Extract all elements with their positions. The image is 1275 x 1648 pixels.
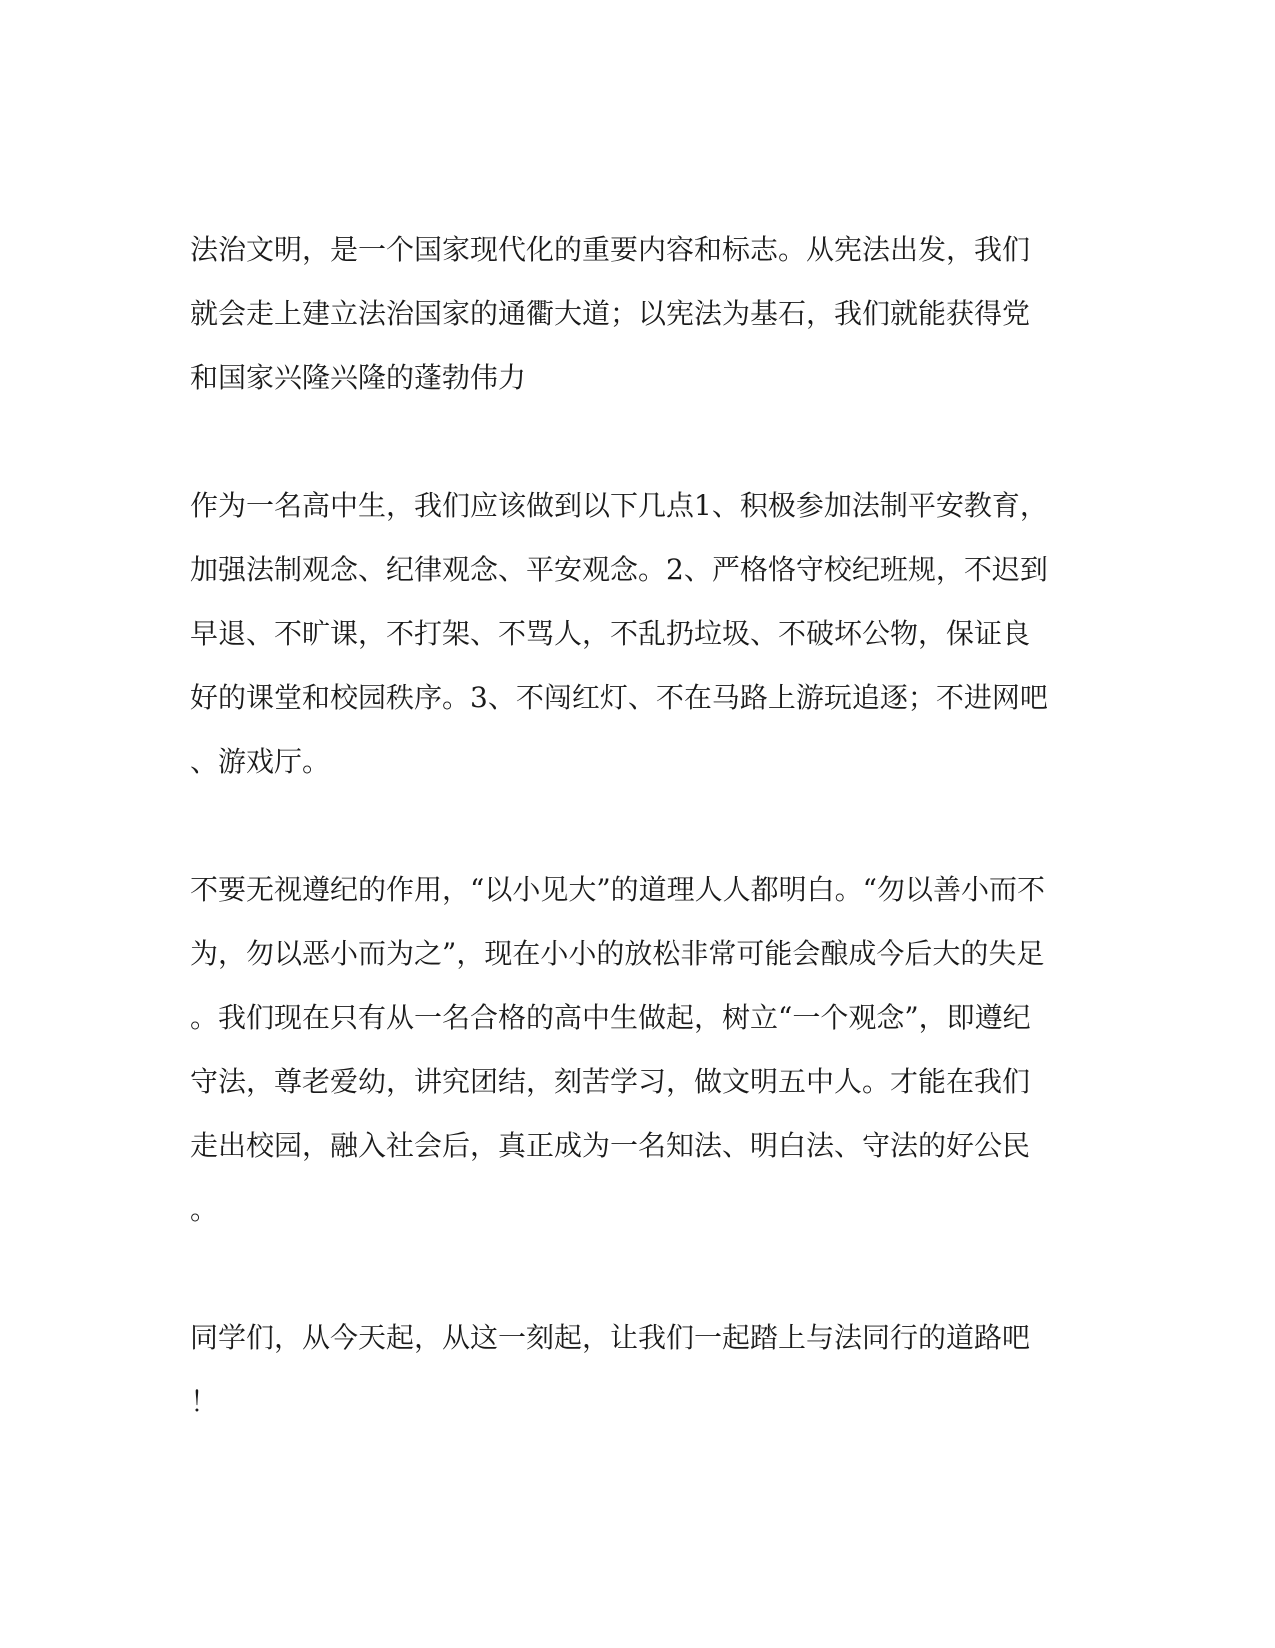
text-line: 就会走上建立法治国家的通衢大道；以宪法为基石，我们就能获得党 xyxy=(190,297,1031,330)
paragraph-3 xyxy=(190,858,1090,1242)
text-line: 为，勿以恶小而为之”，现在小小的放松非常可能会酿成今后大的失足 xyxy=(190,937,1045,970)
text-line: 不要无视遵纪的作用，“以小见大”的道理人人都明白。“勿以善小而不 xyxy=(190,873,1045,906)
paragraph-gap xyxy=(190,1242,1090,1306)
document-body xyxy=(190,218,1090,1434)
paragraph-4 xyxy=(190,1306,1090,1434)
paragraph-1 xyxy=(190,218,1090,410)
text-line: 。 xyxy=(190,1193,219,1226)
text-line: 走出校园，融入社会后，真正成为一名知法、明白法、守法的好公民 xyxy=(190,1129,1031,1162)
text-line: 作为一名高中生，我们应该做到以下几点1、积极参加法制平安教育， xyxy=(190,489,1048,522)
text-line: 加强法制观念、纪律观念、平安观念。2、严格恪守校纪班规，不迟到 xyxy=(190,553,1048,586)
paragraph-gap xyxy=(190,794,1090,858)
text-line: 好的课堂和校园秩序。3、不闯红灯、不在马路上游玩追逐；不进网吧 xyxy=(190,681,1048,714)
text-line: 。我们现在只有从一名合格的高中生做起，树立“一个观念”，即遵纪 xyxy=(190,1001,1031,1034)
text-line: 守法，尊老爱幼，讲究团结，刻苦学习，做文明五中人。才能在我们 xyxy=(190,1065,1031,1098)
paragraph-2 xyxy=(190,474,1090,794)
paragraph-gap xyxy=(190,410,1090,474)
text-line: 、游戏厅。 xyxy=(190,745,331,778)
text-line: 法治文明，是一个国家现代化的重要内容和标志。从宪法出发，我们 xyxy=(190,233,1031,266)
text-line: ！ xyxy=(190,1385,219,1418)
text-line: 早退、不旷课，不打架、不骂人，不乱扔垃圾、不破坏公物，保证良 xyxy=(190,617,1031,650)
text-line: 同学们，从今天起，从这一刻起，让我们一起踏上与法同行的道路吧 xyxy=(190,1321,1031,1354)
text-line: 和国家兴隆兴隆的蓬勃伟力 xyxy=(190,361,527,394)
